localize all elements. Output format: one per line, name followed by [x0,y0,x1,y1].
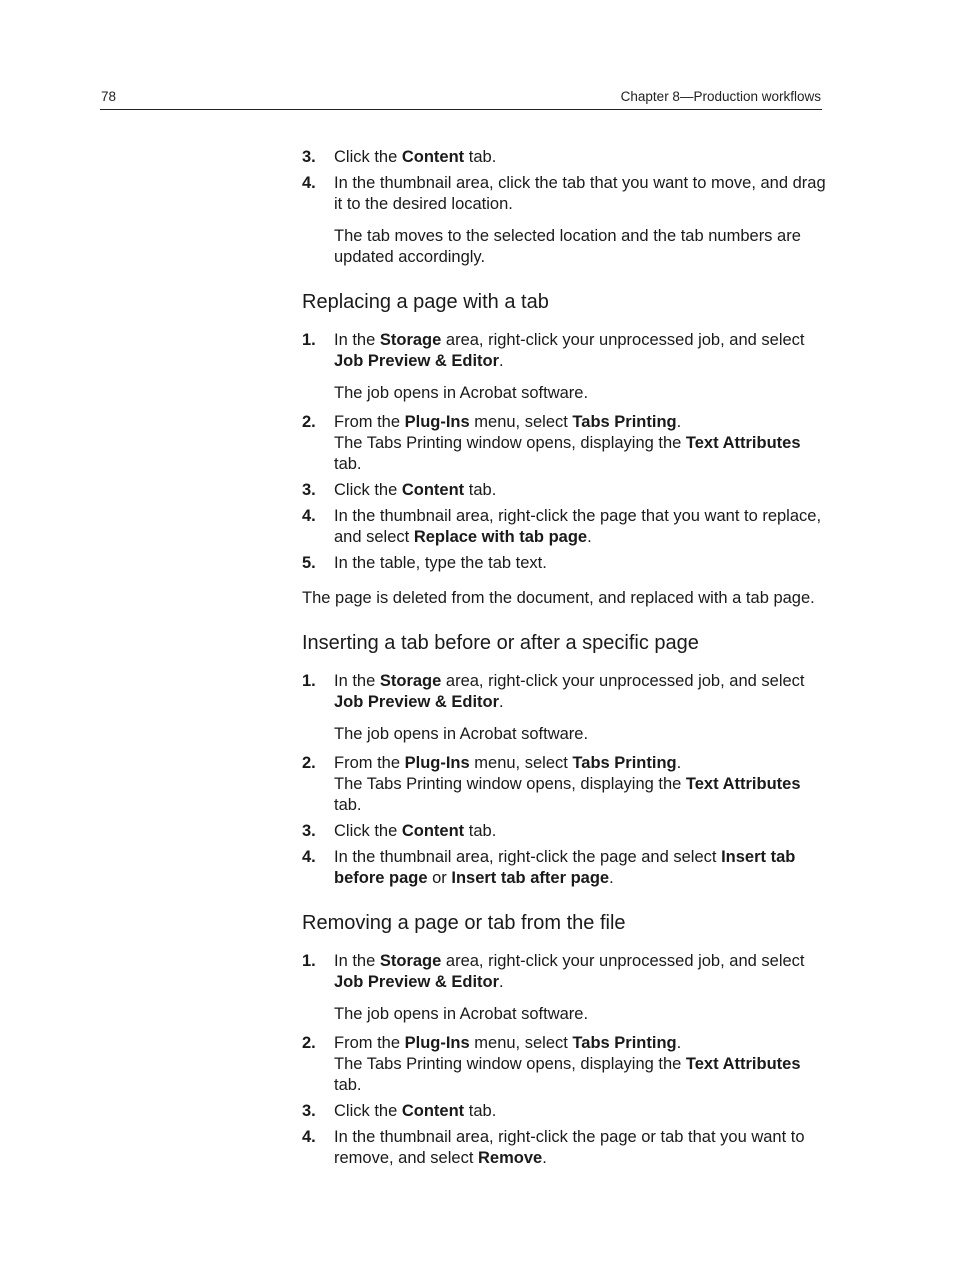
ui-term: Remove [478,1149,543,1167]
ui-term: Job Preview & Editor [334,352,500,370]
step-text: In the table, type the tab text. [334,554,547,572]
step-text: Click the Content tab. [334,148,497,166]
step-text: In the Storage area, right-click your unprocessed job, and select Job Preview & Editor. [334,952,805,991]
step-item [302,506,832,548]
header-rule [100,109,822,110]
step-number: 3. [302,1102,316,1120]
step-text: In the Storage area, right-click your unprocessed job, and select Job Preview & Editor. [334,331,805,370]
step-note: The job opens in Acrobat software. [334,384,589,402]
section-heading: Replacing a page with a tab [302,291,549,313]
step-item [302,671,832,713]
step-item [302,412,832,475]
step-number: 2. [302,1034,316,1052]
ui-term: Storage [379,952,442,970]
step-item [302,821,832,842]
step-item [302,147,832,168]
step-text: From the Plug-Ins menu, select Tabs Printing. The Tabs Printing window opens, displaying the Text Attributes tab. [334,413,801,473]
chapter-header: Chapter 8—Production workflows [620,89,821,104]
step-text: In the thumbnail area, right-click the page that you want to replace, and select Replace with tab page. [334,507,822,546]
step-number: 4. [302,848,316,866]
section-heading: Inserting a tab before or after a specific page [302,632,699,654]
ui-term: Text Attributes [685,434,801,452]
step-number: 4. [302,507,316,525]
ui-term: Text Attributes [685,775,801,793]
ui-term: Insert tab before page [334,848,796,887]
step-text: Click the Content tab. [334,822,497,840]
step-text: Click the Content tab. [334,481,497,499]
step-item [302,1127,832,1169]
ui-term: Tabs Printing [572,754,677,772]
step-number: 1. [302,331,316,349]
ui-term: Storage [379,672,442,690]
step-item [302,1101,832,1122]
step-number: 3. [302,481,316,499]
ui-term: Tabs Printing [572,1034,677,1052]
ui-term: Plug-Ins [404,413,470,431]
section-heading: Removing a page or tab from the file [302,912,626,934]
ui-term: Replace with tab page [413,528,588,546]
step-text: From the Plug-Ins menu, select Tabs Printing. The Tabs Printing window opens, displaying the Text Attributes tab. [334,754,801,814]
step-item [302,1033,832,1096]
step-number: 1. [302,952,316,970]
step-item [302,847,832,889]
step-text: In the Storage area, right-click your unprocessed job, and select Job Preview & Editor. [334,672,805,711]
ui-term: Tabs Printing [572,413,677,431]
step-number: 2. [302,754,316,772]
ui-term: Storage [379,331,442,349]
step-note: The job opens in Acrobat software. [334,725,589,743]
step-number: 3. [302,822,316,840]
ui-term: Content [401,1102,465,1120]
ui-term: Content [401,481,465,499]
step-item [302,753,832,816]
step-text: In the thumbnail area, right-click the page and select Insert tab before page or Insert tab after page. [334,848,796,887]
step-number: 2. [302,413,316,431]
step-note: The tab moves to the selected location and the tab numbers are updated accordingly. [334,227,801,266]
step-number: 4. [302,174,316,192]
document-body [302,147,832,1174]
step-note: The job opens in Acrobat software. [334,1005,589,1023]
ui-term: Plug-Ins [404,1034,470,1052]
page-number: 78 [101,89,117,104]
step-text: From the Plug-Ins menu, select Tabs Printing. The Tabs Printing window opens, displaying the Text Attributes tab. [334,1034,801,1094]
ui-term: Plug-Ins [404,754,470,772]
step-text: Click the Content tab. [334,1102,497,1120]
step-item [302,173,832,215]
ui-term: Content [401,148,465,166]
ui-term: Insert tab after page [451,869,610,887]
step-number: 5. [302,554,316,572]
step-item [302,553,832,574]
step-item [302,951,832,993]
ui-term: Content [401,822,465,840]
ui-term: Job Preview & Editor [334,973,500,991]
step-number: 3. [302,148,316,166]
step-number: 1. [302,672,316,690]
step-item [302,330,832,372]
ui-term: Text Attributes [685,1055,801,1073]
step-number: 4. [302,1128,316,1146]
step-text: In the thumbnail area, click the tab that you want to move, and drag it to the desired location. [334,174,826,213]
section-result: The page is deleted from the document, and replaced with a tab page. [302,589,815,607]
step-text: In the thumbnail area, right-click the page or tab that you want to remove, and select Remove. [334,1128,805,1167]
ui-term: Job Preview & Editor [334,693,500,711]
step-item [302,480,832,501]
